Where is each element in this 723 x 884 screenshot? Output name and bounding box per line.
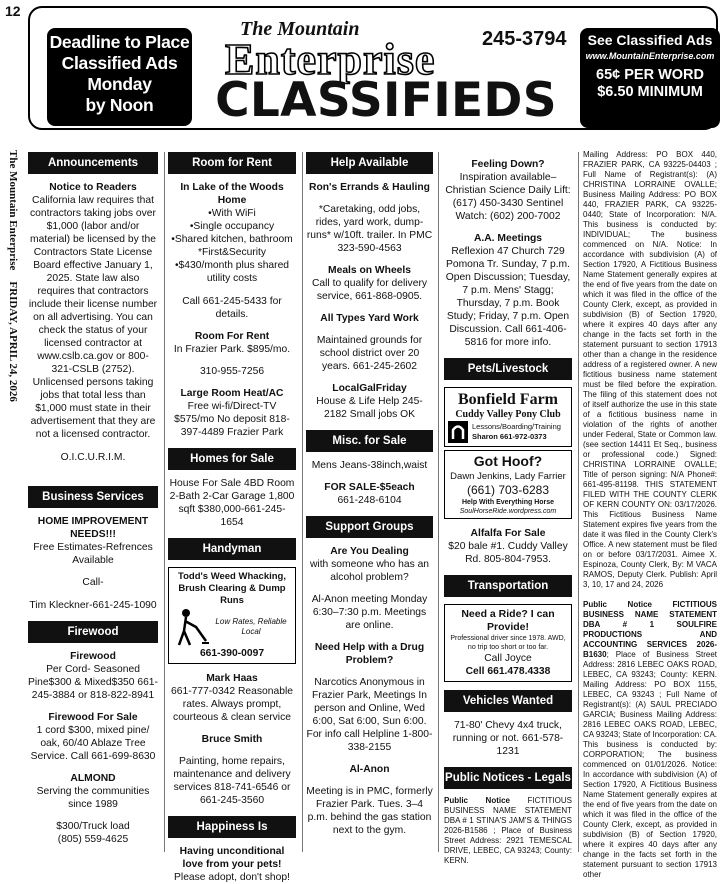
ad-line: •Shared kitchen, bathroom xyxy=(171,234,293,245)
ad-subtitle: Cuddy Valley Pony Club xyxy=(455,409,561,420)
ad-title: LocalGalFriday xyxy=(332,383,407,394)
ad-website: SoulHorseRide.wordpress.com xyxy=(459,508,557,515)
column-divider xyxy=(302,152,303,852)
ad-tagline: Help With Everything Horse xyxy=(461,499,555,506)
ad-title: Large Room Heat/AC xyxy=(180,388,284,399)
section-header-happiness-is: Happiness Is xyxy=(168,816,296,838)
ad-body: O.I.C.U.R.I.M. xyxy=(60,452,126,463)
ad-contact: (805) 559-4625 xyxy=(57,834,129,845)
masthead-enterprise: Enterprise xyxy=(225,35,436,84)
ad-title: Ron's Errands & Hauling xyxy=(309,182,430,193)
public-notice xyxy=(444,796,572,866)
rates-box xyxy=(580,28,720,128)
ad-line: •With WiFi xyxy=(208,208,256,219)
horseshoe-icon xyxy=(448,421,468,443)
ad-subtitle: Low Rates, Reliable Local xyxy=(215,617,287,636)
sidebar-text xyxy=(7,150,19,402)
rate-per-word: 65¢ PER WORD xyxy=(596,67,704,83)
ad-title: Firewood xyxy=(70,651,116,662)
section-header-pets-livestock: Pets/Livestock xyxy=(444,358,572,380)
ad-title: In Lake of the Woods Home xyxy=(180,182,284,206)
ad-body: Free Estimates-Refrences Available xyxy=(33,542,153,566)
section-header-firewood: Firewood xyxy=(28,621,158,643)
sidebar-date: FRIDAY, APRIL 24, 2026 xyxy=(7,281,19,402)
ad-body: $20 bale #1. Cuddy Valley Rd. 805-804-7953. xyxy=(448,541,568,565)
ad-title: Alfalfa For Sale xyxy=(470,528,546,539)
got-hoof-ad xyxy=(444,450,572,519)
ad-body: House & Life Help 245-2182 Small jobs OK xyxy=(316,396,423,420)
weed-whacker-icon xyxy=(172,607,210,647)
masthead-phone: 245-3794 xyxy=(482,28,567,50)
column-3 xyxy=(306,152,433,837)
section-header-business-services: Business Services xyxy=(28,486,158,508)
rates-line: See Classified Ads xyxy=(587,32,713,48)
ad-body: Call- xyxy=(82,577,104,588)
deadline-box xyxy=(47,28,192,126)
ad-body: Serving the communities since 1989 xyxy=(36,786,150,810)
column-divider xyxy=(578,152,579,852)
ad-body: Narcotics Anonymous in Frazier Park, Meetings In person and Online, Wed 6:00, Sat 6:00, Sun 6:00. For info call Helpline 1-800-338-2155 xyxy=(306,677,433,753)
ad-body: 71-80' Chevy 4x4 truck, running or not. 661-578-1231 xyxy=(452,720,564,757)
ad-title: Bruce Smith xyxy=(201,734,263,745)
ad-title: Feeling Down? xyxy=(471,159,545,170)
public-notice-text: ; Place of Business Street Address: 2816 LEBEC OAKS ROAD, LEBEC, CA 93243; County: KERN. Mailing Address: PO BOX 1155, LEBEC, CA 93243 ; Full Name of Registrant(s): (A) SAUL PRECIADO GARCIA; Business Mailing Address: 2816 LEBEC OAKS ROAD, LEBEC, CA 93243; State of Incorporation: CA. This business is conducted by: CORPORATION; The business commenced on 01/01/2026. Notice: In accordance with subdivision (A) of Section 17920, A Fictitious Business Name Statement generally expires at the end of five years from the date on which it was filed in the office of the County Clerk, except, as provided in subdivision (B) of Section 17920, where it expires 40 days after any change in the facts set forth in the statement pursuant to section 17913 other xyxy=(583,650,717,879)
ride-ad-box xyxy=(444,604,572,682)
ad-body: Call to qualify for delivery service, 661-868-0905. xyxy=(311,278,428,302)
ad-title: Need a Ride? I can Provide! xyxy=(461,608,555,633)
ad-body: Al-Anon meeting Monday 6:30–7:30 p.m. Meetings are online. xyxy=(311,594,428,631)
ad-title: Bonfield Farm xyxy=(458,391,558,408)
ad-line: *First&Security xyxy=(197,247,267,258)
section-header-transportation: Transportation xyxy=(444,575,572,597)
column-4 xyxy=(444,152,572,866)
ad-body: House For Sale 4BD Room 2-Bath 2-Car Garage 1,800 sqft $380,000-661-245-1654 xyxy=(169,478,295,528)
bonfield-farm-ad xyxy=(444,387,572,447)
ad-body: Meeting is in PMC, formerly Frazier Park. Tues. 3–4 p.m. behind the gas station next to the gym. xyxy=(306,786,433,836)
ad-title: Todd's Weed Whacking, Brush Clearing & Dump Runs xyxy=(178,571,286,606)
ad-title: Having unconditional love from your pets! xyxy=(179,846,285,870)
header-banner xyxy=(28,6,718,130)
column-divider xyxy=(438,152,439,852)
ad-line: •Single occupancy xyxy=(189,221,275,232)
website-link[interactable]: www.MountainEnterprise.com xyxy=(585,51,715,61)
deadline-line: Monday xyxy=(87,74,152,94)
ad-contact: Cell 661.478.4338 xyxy=(465,666,551,677)
ad-title: All Types Yard Work xyxy=(320,313,419,324)
ad-contact: (661) 703-6283 xyxy=(466,483,550,497)
section-header-vehicles-wanted: Vehicles Wanted xyxy=(444,690,572,712)
page-number: 12 xyxy=(5,3,21,19)
section-header-support-groups: Support Groups xyxy=(306,516,433,538)
ad-body: Free wi-fi/Direct-TV $575/mo No deposit 818-397-4489 Frazier Park xyxy=(174,401,290,438)
sidebar-masthead xyxy=(2,150,22,450)
deadline-line: Deadline to Place xyxy=(49,32,190,52)
ad-body: Per Cord- Seasoned Pine$300 & Mixed$350 661-245-3884 or 818-822-8941 xyxy=(28,664,158,701)
ad-body: Mens Jeans-38inch,waist xyxy=(311,460,428,471)
ad-contact: Sharon 661-972-0373 xyxy=(472,432,547,441)
ad-title: ALMOND xyxy=(70,773,116,784)
ad-body: Inspiration available– Christian Science Daily Lift: (617) 450-3430 Sentinel Watch: (602) 200-7002 xyxy=(445,172,571,222)
todd-ad-box xyxy=(168,567,296,664)
ad-body: Maintained grounds for school district over 20 years. 661-245-2602 xyxy=(316,335,423,372)
ad-title: Notice to Readers xyxy=(49,182,137,193)
ad-body: 1 cord $300, mixed pine/ oak, 60/40 Ablaze Tree Service. Call 661-699-8630 xyxy=(30,725,156,762)
ad-body: California law requires that contractors taking jobs over $1,000 (labor and/or material) be licensed by the Contractors State License Board effective January 1, 2025. State law also requires that contractors include their license number on all advertising. You can check the status of your licensed contractor at www.cslb.ca.gov or 800-321-CSLB (2752). Unlicensed persons taking jobs that total less than $1,000 must state in their advertisement that they are not a licensed contractor. xyxy=(28,195,158,440)
deadline-line: Classified Ads xyxy=(61,53,178,73)
ad-title: Firewood For Sale xyxy=(48,712,138,723)
ad-contact: 661-248-6104 xyxy=(337,495,402,506)
column-1 xyxy=(28,152,158,846)
ad-title: A.A. Meetings xyxy=(473,233,543,244)
section-header-help-available: Help Available xyxy=(306,152,433,174)
section-header-misc-for-sale: Misc. for Sale xyxy=(306,430,433,452)
public-notice-heading: FICTITIOUS BUSINESS NAME STATEMENT DBA # 1 SOULFIRE PRODUCTIONS AND ACCOUNTING SERVICES 2026-B1630 xyxy=(583,600,717,659)
column-5 xyxy=(583,150,717,880)
ad-title: Need Help with a Drug Problem? xyxy=(314,642,425,666)
ad-title: Room For Rent xyxy=(194,331,270,342)
ad-subtitle: Professional driver since 1978. AWD, no trip too short or too far. xyxy=(450,635,566,651)
ad-body: with someone who has an alcohol problem? xyxy=(309,559,430,583)
section-header-handyman: Handyman xyxy=(168,538,296,560)
ad-title: HOME IMPROVEMENT NEEDS!!! xyxy=(37,516,149,540)
masthead-the-mountain: The Mountain xyxy=(240,18,360,40)
public-notice-continued: Mailing Address: PO BOX 440, FRAZIER PARK, CA 93225-04403 ; Full Name of Registrant(s): (A) CHRISTINA LORRAINE OVALLE; Business Mailing Address: PO BOX 440, FRAZIER PARK, CA 93225-0440; State of Incorporation: N/A. This business is conducted by: INDIVIDUAL; The business commenced on N/A. Notice: In accordance with subdivision (A) of Section 17920, A Fictitious Business Name Statement generally expires at the end of five years from the date on which it was filed in the office of the County Clerk, except, as provided in subdivision (B) of Section 17920, where it expires 40 days after any change in the facts set forth in the statement pursuant to section 17913 other than a change in the residence address of a registered owner. A new fictitious business name statement must be filed before the expiration. The filing of this statement does not of itself authorize the use in this state of a fictitious business name in violation of the rights of another under Federal, State or Common law. (see section 14411 Et Seq., business or professional code.) Signed: CHRISTINA LORRAINE OVALLE; Title of person signing: N/A Phone#: 661-495-81198. THIS STATEMENT FILED WITH THE COUNTY CLERK OF KERN COUNTY ON: 03/17/2026. This Fictitious Business Name Statement expires five years from the date it was filed in the County Clerk's Office. A new statement must be filed on or before 03/17/2031. Aimee X. Espinoza, County Clerk, By: M VACA RAMOS, Deputy Clerk. Publish: April 3, 10, 17 and 24, 2026 xyxy=(583,150,717,589)
section-header-announcements: Announcements xyxy=(28,152,158,174)
public-notice xyxy=(583,600,717,880)
ad-body: *Caretaking, odd jobs, rides, yard work, dump-runs* w/10ft. trailer. In PMC 323-590-4563 xyxy=(306,204,433,254)
public-notice-label: Public Notice xyxy=(444,796,510,805)
page-title: CLASSIFIEDS xyxy=(215,73,557,128)
ad-contact: Call 661-245-5433 for details. xyxy=(182,296,282,320)
ad-contact: 661-390-0097 xyxy=(199,648,265,659)
public-notice-label: Public Notice xyxy=(583,600,652,609)
ad-body: Lessons/Boarding/Training xyxy=(472,422,561,431)
public-notice-text: FICTITIOUS BUSINESS NAME STATEMENT DBA # 1 STINA'S JAM'S & THINGS 2026-B1586 ; Place of Business Street Address: 2921 TEMESCAL DRIVE, LEBEC, CA 93243; County: KERN. xyxy=(444,796,572,865)
column-divider xyxy=(164,152,165,852)
rate-minimum: $6.50 MINIMUM xyxy=(597,84,703,100)
ad-contact: 310-955-7256 xyxy=(199,366,265,377)
ad-body: Reflexion 47 Church 729 Pomona Tr. Sunday, 7 p.m. Open Discussion; Tuesday, 7 p.m. Mens' Stagg; Thursday, 7 p.m. Book Study; Friday, 7 p.m. Open Discussion. Call 661-406-5816 for more info. xyxy=(445,246,571,348)
ad-contact: Call Joyce xyxy=(484,653,532,664)
ad-title: Al-Anon xyxy=(349,764,390,775)
ad-title: Got Hoof? xyxy=(473,453,543,469)
column-2 xyxy=(168,152,296,884)
sidebar-masthead-name: The Mountain Enterprise xyxy=(7,150,19,271)
ad-line: •$430/month plus shared utility costs xyxy=(174,260,290,284)
ad-body: $300/Truck load xyxy=(56,821,130,832)
section-header-room-for-rent: Room for Rent xyxy=(168,152,296,174)
ad-body: Painting, home repairs, maintenance and delivery services 818-741-6546 or 661-245-3560 xyxy=(173,756,291,806)
ad-title: Meals on Wheels xyxy=(328,265,411,276)
ad-body: 661-777-0342 Reasonable rates. Always prompt, courteous & clean service xyxy=(171,686,293,723)
deadline-line: by Noon xyxy=(85,95,154,115)
ad-title: FOR SALE-$5each xyxy=(324,482,415,493)
ad-body: In Frazier Park. $895/mo. xyxy=(173,344,291,355)
ad-body: Dawn Jenkins, Lady Farrier xyxy=(450,471,566,482)
ad-contact: Tim Kleckner-661-245-1090 xyxy=(29,600,157,611)
ad-title: Mark Haas xyxy=(206,673,258,684)
section-header-public-notices: Public Notices - Legals xyxy=(444,767,572,789)
ad-body: Please adopt, don't shop! xyxy=(174,872,290,883)
ad-title: Are You Dealing xyxy=(330,546,409,557)
section-header-homes-for-sale: Homes for Sale xyxy=(168,448,296,470)
